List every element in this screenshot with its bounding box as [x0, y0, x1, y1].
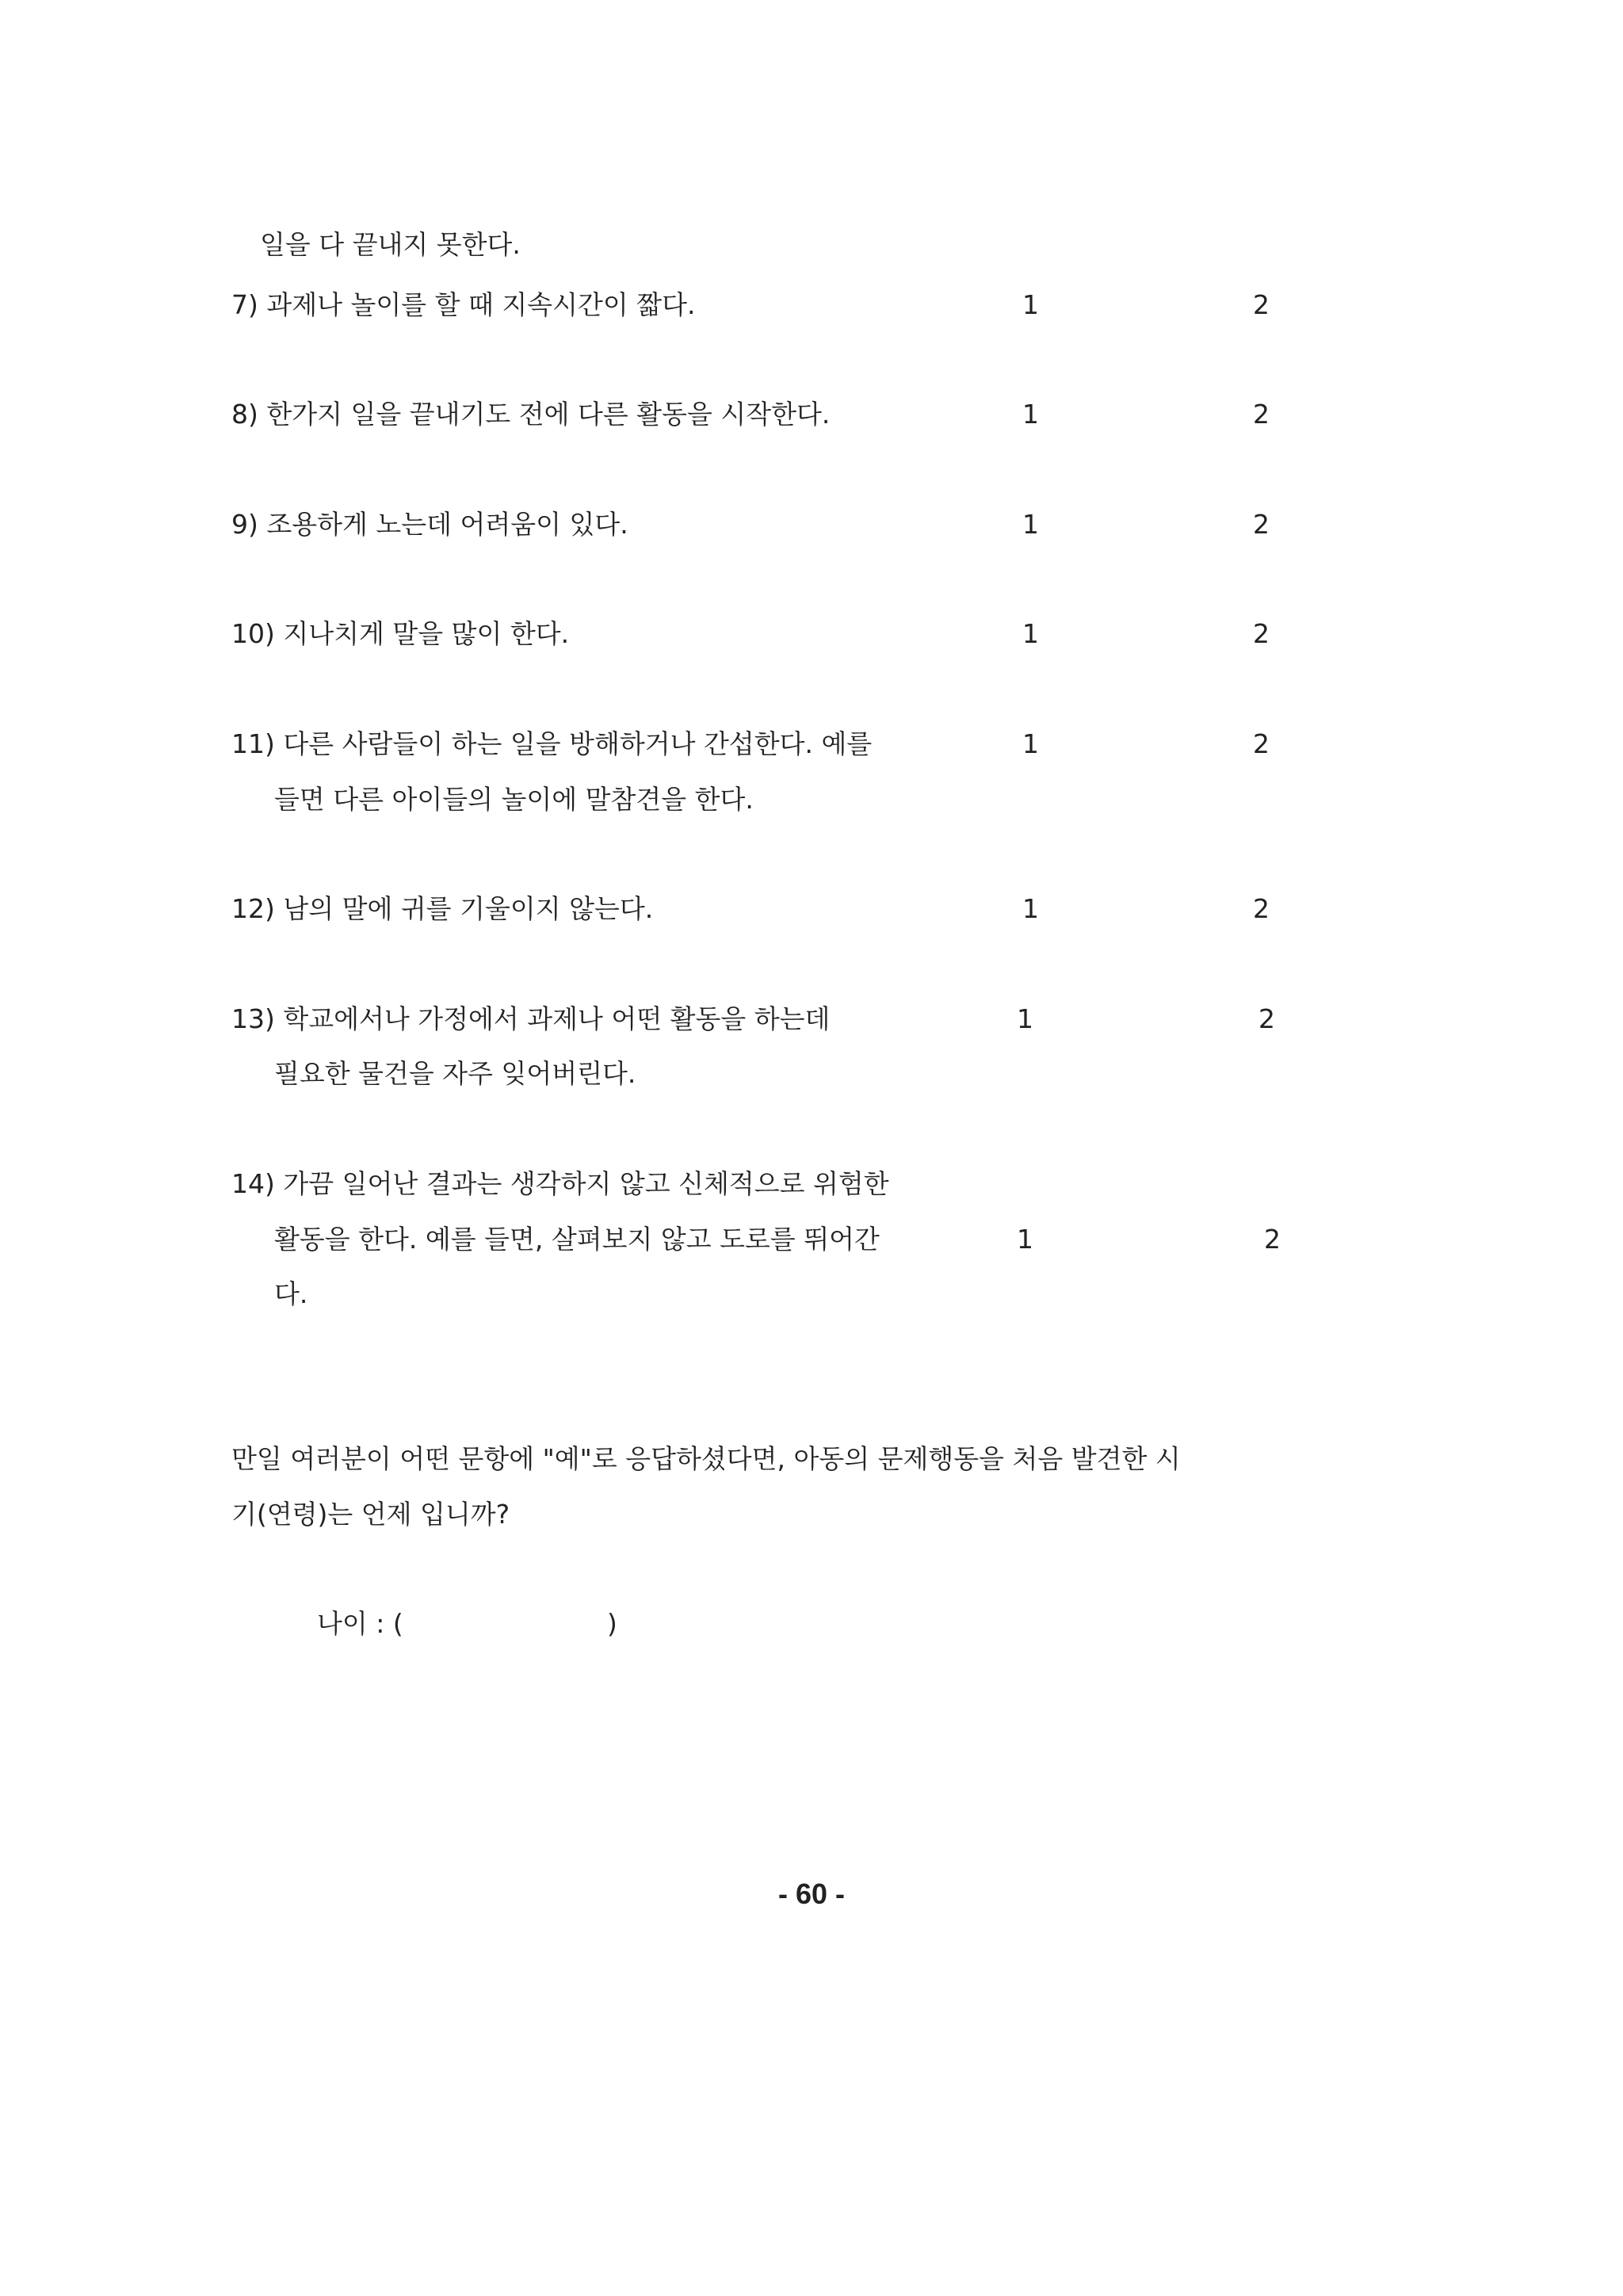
- question-10-text: 10) 지나치게 말을 많이 한다.: [231, 618, 570, 649]
- question-7-option-1[interactable]: 1: [1022, 289, 1039, 320]
- question-14-text-line-3: 다.: [274, 1278, 308, 1309]
- question-11-option-1[interactable]: 1: [1022, 728, 1039, 759]
- question-13-text-line-1: 13) 학교에서나 가정에서 과제나 어떤 활동을 하는데: [231, 1003, 831, 1034]
- item-continuation-line: 일을 다 끝내지 못한다.: [260, 229, 521, 260]
- question-14-text-line-2: 활동을 한다. 예를 들면, 살펴보지 않고 도로를 뛰어간: [274, 1224, 880, 1255]
- question-14-option-2[interactable]: 2: [1264, 1224, 1281, 1255]
- age-field-label: 나이 : (: [317, 1608, 403, 1639]
- question-12-option-2[interactable]: 2: [1253, 893, 1270, 924]
- question-10-option-2[interactable]: 2: [1253, 618, 1270, 649]
- question-8-option-1[interactable]: 1: [1022, 399, 1039, 430]
- age-input-blank[interactable]: [434, 1604, 597, 1639]
- question-11-text-line-1: 11) 다른 사람들이 하는 일을 방해하거나 간섭한다. 예를: [231, 728, 873, 759]
- question-7-text: 7) 과제나 놀이를 할 때 지속시간이 짧다.: [231, 289, 696, 320]
- question-12-option-1[interactable]: 1: [1022, 893, 1039, 924]
- question-8-option-2[interactable]: 2: [1253, 399, 1270, 430]
- question-14-option-1[interactable]: 1: [1017, 1224, 1033, 1255]
- page-number: - 60 -: [777, 1878, 846, 1910]
- age-field-close-paren: ): [607, 1608, 617, 1639]
- question-9-text: 9) 조용하게 노는데 어려움이 있다.: [231, 509, 628, 540]
- question-8-text: 8) 한가지 일을 끝내기도 전에 다른 활동을 시작한다.: [231, 399, 831, 430]
- question-12-text: 12) 남의 말에 귀를 기울이지 않는다.: [231, 893, 654, 924]
- followup-question-line-2: 기(연령)는 언제 입니까?: [231, 1499, 510, 1530]
- question-13-option-2[interactable]: 2: [1258, 1003, 1275, 1034]
- question-14-text-line-1: 14) 가끔 일어난 결과는 생각하지 않고 신체적으로 위험한: [231, 1168, 889, 1199]
- question-13-option-1[interactable]: 1: [1017, 1003, 1033, 1034]
- question-13-text-line-2: 필요한 물건을 자주 잊어버린다.: [274, 1058, 636, 1089]
- question-9-option-2[interactable]: 2: [1253, 509, 1270, 540]
- question-10-option-1[interactable]: 1: [1022, 618, 1039, 649]
- question-11-text-line-2: 들면 다른 아이들의 놀이에 말참견을 한다.: [274, 784, 754, 815]
- question-7-option-2[interactable]: 2: [1253, 289, 1270, 320]
- question-9-option-1[interactable]: 1: [1022, 509, 1039, 540]
- followup-question-line-1: 만일 여러분이 어떤 문항에 "예"로 응답하셨다면, 아동의 문제행동을 처음 발견한 시: [231, 1443, 1181, 1474]
- question-11-option-2[interactable]: 2: [1253, 728, 1270, 759]
